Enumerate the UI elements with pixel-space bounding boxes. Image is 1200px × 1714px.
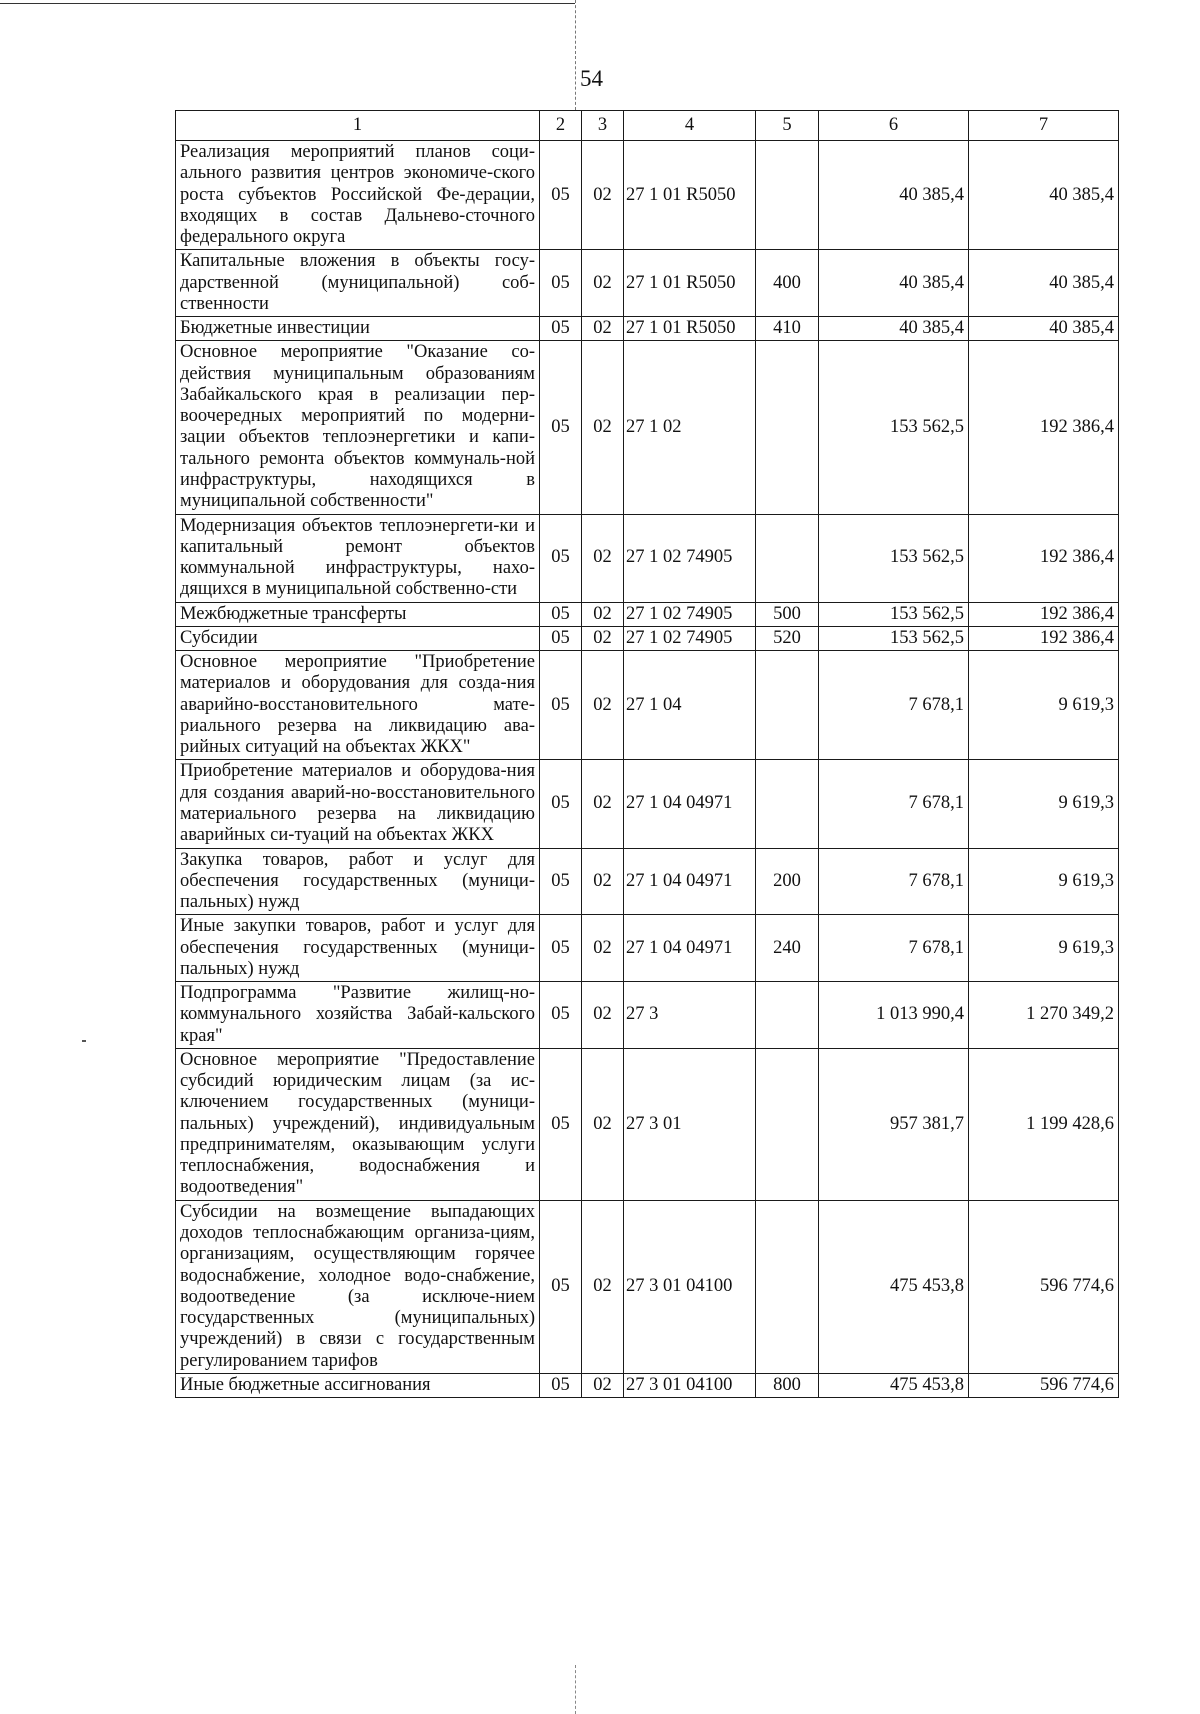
header-col-1: 1: [176, 111, 540, 141]
row-amount-1: 40 385,4: [819, 141, 969, 250]
row-subsection: 02: [582, 760, 624, 848]
row-amount-1: 475 453,8: [819, 1200, 969, 1373]
row-name: Субсидии: [176, 626, 540, 650]
row-expense-type: 500: [756, 602, 819, 626]
row-target-code: 27 1 02: [624, 341, 756, 514]
row-expense-type: 200: [756, 848, 819, 915]
row-expense-type: 800: [756, 1373, 819, 1397]
row-expense-type: [756, 982, 819, 1049]
row-amount-1: 957 381,7: [819, 1048, 969, 1200]
row-name: Иные бюджетные ассигнования: [176, 1373, 540, 1397]
table-row: [176, 514, 1119, 602]
table-row: [176, 141, 1119, 250]
row-target-code: 27 1 02 74905: [624, 602, 756, 626]
row-name: Иные закупки товаров, работ и услуг для обеспечения государственных (муници-пальных) нужд: [176, 915, 540, 982]
row-amount-1: 7 678,1: [819, 651, 969, 760]
row-section: 05: [540, 1373, 582, 1397]
row-expense-type: [756, 341, 819, 514]
row-amount-1: 40 385,4: [819, 317, 969, 341]
table-row: [176, 1200, 1119, 1373]
row-section: 05: [540, 915, 582, 982]
table-row: [176, 760, 1119, 848]
row-target-code: 27 3 01: [624, 1048, 756, 1200]
fold-line-bottom: [575, 1665, 576, 1714]
table-body: [176, 141, 1119, 1398]
header-col-5: 5: [756, 111, 819, 141]
row-amount-2: 192 386,4: [969, 514, 1119, 602]
row-expense-type: [756, 514, 819, 602]
row-amount-1: 7 678,1: [819, 915, 969, 982]
row-target-code: 27 1 02 74905: [624, 626, 756, 650]
row-section: 05: [540, 250, 582, 317]
row-name: Бюджетные инвестиции: [176, 317, 540, 341]
row-section: 05: [540, 602, 582, 626]
row-section: 05: [540, 760, 582, 848]
row-subsection: 02: [582, 317, 624, 341]
row-target-code: 27 3: [624, 982, 756, 1049]
table-row: [176, 1373, 1119, 1397]
table-row: [176, 915, 1119, 982]
table-row: [176, 317, 1119, 341]
budget-table: [175, 110, 1119, 1398]
row-amount-1: 1 013 990,4: [819, 982, 969, 1049]
row-section: 05: [540, 341, 582, 514]
row-target-code: 27 1 04 04971: [624, 760, 756, 848]
header-row: [176, 111, 1119, 141]
row-amount-1: 153 562,5: [819, 514, 969, 602]
row-name: Реализация мероприятий планов соци-ального развития центров экономиче-ского роста субъектов Российской Фе-дерации, входящих в состав Дальнево-сточного федерального округа: [176, 141, 540, 250]
row-amount-2: 9 619,3: [969, 651, 1119, 760]
table-row: [176, 848, 1119, 915]
header-col-3: 3: [582, 111, 624, 141]
row-amount-2: 192 386,4: [969, 602, 1119, 626]
row-target-code: 27 1 02 74905: [624, 514, 756, 602]
row-amount-2: 596 774,6: [969, 1200, 1119, 1373]
row-name: Основное мероприятие "Предоставление субсидий юридическим лицам (за ис-ключением государственных (муници-пальных) учреждений), индивидуальным предпринимателям, оказывающим услуги теплоснабжения, водоснабжения и водоотведения": [176, 1048, 540, 1200]
row-section: 05: [540, 651, 582, 760]
table-row: [176, 1048, 1119, 1200]
row-expense-type: 240: [756, 915, 819, 982]
header-col-2: 2: [540, 111, 582, 141]
row-subsection: 02: [582, 141, 624, 250]
row-expense-type: 520: [756, 626, 819, 650]
fold-line: [575, 0, 576, 110]
row-subsection: 02: [582, 651, 624, 760]
row-expense-type: 410: [756, 317, 819, 341]
scan-mark: [82, 1040, 86, 1042]
row-amount-2: 9 619,3: [969, 760, 1119, 848]
page-number: 54: [580, 66, 603, 91]
row-amount-1: 40 385,4: [819, 250, 969, 317]
row-section: 05: [540, 626, 582, 650]
row-expense-type: 400: [756, 250, 819, 317]
row-section: 05: [540, 317, 582, 341]
row-name: Подпрограмма "Развитие жилищ-но-коммунального хозяйства Забай-кальского края": [176, 982, 540, 1049]
row-target-code: 27 1 01 R5050: [624, 317, 756, 341]
table-row: [176, 982, 1119, 1049]
row-subsection: 02: [582, 602, 624, 626]
table-row: [176, 602, 1119, 626]
row-amount-2: 192 386,4: [969, 626, 1119, 650]
row-name: Закупка товаров, работ и услуг для обеспечения государственных (муници-пальных) нужд: [176, 848, 540, 915]
row-subsection: 02: [582, 514, 624, 602]
row-subsection: 02: [582, 982, 624, 1049]
row-expense-type: [756, 141, 819, 250]
row-amount-2: 1 199 428,6: [969, 1048, 1119, 1200]
row-amount-1: 153 562,5: [819, 341, 969, 514]
table-row: [176, 626, 1119, 650]
row-amount-2: 1 270 349,2: [969, 982, 1119, 1049]
row-section: 05: [540, 848, 582, 915]
row-target-code: 27 1 01 R5050: [624, 250, 756, 317]
row-subsection: 02: [582, 848, 624, 915]
row-amount-1: 7 678,1: [819, 760, 969, 848]
row-target-code: 27 1 01 R5050: [624, 141, 756, 250]
row-expense-type: [756, 760, 819, 848]
row-subsection: 02: [582, 341, 624, 514]
row-subsection: 02: [582, 1373, 624, 1397]
row-amount-2: 596 774,6: [969, 1373, 1119, 1397]
row-amount-2: 40 385,4: [969, 141, 1119, 250]
header-col-7: 7: [969, 111, 1119, 141]
row-expense-type: [756, 1200, 819, 1373]
row-subsection: 02: [582, 915, 624, 982]
row-amount-1: 153 562,5: [819, 626, 969, 650]
table-row: [176, 341, 1119, 514]
row-name: Приобретение материалов и оборудова-ния для создания аварий-но-восстановительного материального резерва на ликвидацию аварийных си-туаций на объектах ЖКХ: [176, 760, 540, 848]
row-target-code: 27 1 04: [624, 651, 756, 760]
row-amount-2: 192 386,4: [969, 341, 1119, 514]
row-section: 05: [540, 514, 582, 602]
row-target-code: 27 1 04 04971: [624, 915, 756, 982]
row-section: 05: [540, 1048, 582, 1200]
row-name: Субсидии на возмещение выпадающих доходов теплоснабжающим организа-циям, организациям, осуществляющим горячее водоснабжение, холодное водо-снабжение, водоотведение (за исключе-нием государственных (муниципальных) учреждений) в связи с государственным регулированием тарифов: [176, 1200, 540, 1373]
row-target-code: 27 1 04 04971: [624, 848, 756, 915]
row-name: Межбюджетные трансферты: [176, 602, 540, 626]
row-target-code: 27 3 01 04100: [624, 1373, 756, 1397]
row-subsection: 02: [582, 1200, 624, 1373]
header-col-6: 6: [819, 111, 969, 141]
row-subsection: 02: [582, 626, 624, 650]
row-target-code: 27 3 01 04100: [624, 1200, 756, 1373]
table-row: [176, 250, 1119, 317]
row-subsection: 02: [582, 250, 624, 317]
row-amount-2: 9 619,3: [969, 915, 1119, 982]
row-section: 05: [540, 141, 582, 250]
row-section: 05: [540, 1200, 582, 1373]
row-name: Основное мероприятие "Приобретение материалов и оборудования для созда-ния аварийно-восстановительного мате-риального резерва на ликвидацию ава-рийных ситуаций на объектах ЖКХ": [176, 651, 540, 760]
row-amount-2: 40 385,4: [969, 317, 1119, 341]
row-amount-1: 153 562,5: [819, 602, 969, 626]
row-amount-2: 40 385,4: [969, 250, 1119, 317]
row-section: 05: [540, 982, 582, 1049]
table-row: [176, 651, 1119, 760]
row-subsection: 02: [582, 1048, 624, 1200]
row-amount-1: 7 678,1: [819, 848, 969, 915]
top-rule: [0, 3, 575, 4]
header-col-4: 4: [624, 111, 756, 141]
row-name: Модернизация объектов теплоэнергети-ки и капитальный ремонт объектов коммунальной инфраструктуры, нахо-дящихся в муниципальной собственно-сти: [176, 514, 540, 602]
row-name: Основное мероприятие "Оказание со-действия муниципальным образованиям Забайкальского края в реализации пер-воочередных мероприятий по модерни-зации объектов теплоэнергетики и капи-тального ремонта объектов коммуналь-ной инфраструктуры, находящихся в муниципальной собственности": [176, 341, 540, 514]
row-amount-1: 475 453,8: [819, 1373, 969, 1397]
row-expense-type: [756, 651, 819, 760]
row-expense-type: [756, 1048, 819, 1200]
row-amount-2: 9 619,3: [969, 848, 1119, 915]
row-name: Капитальные вложения в объекты госу-дарственной (муниципальной) соб-ственности: [176, 250, 540, 317]
